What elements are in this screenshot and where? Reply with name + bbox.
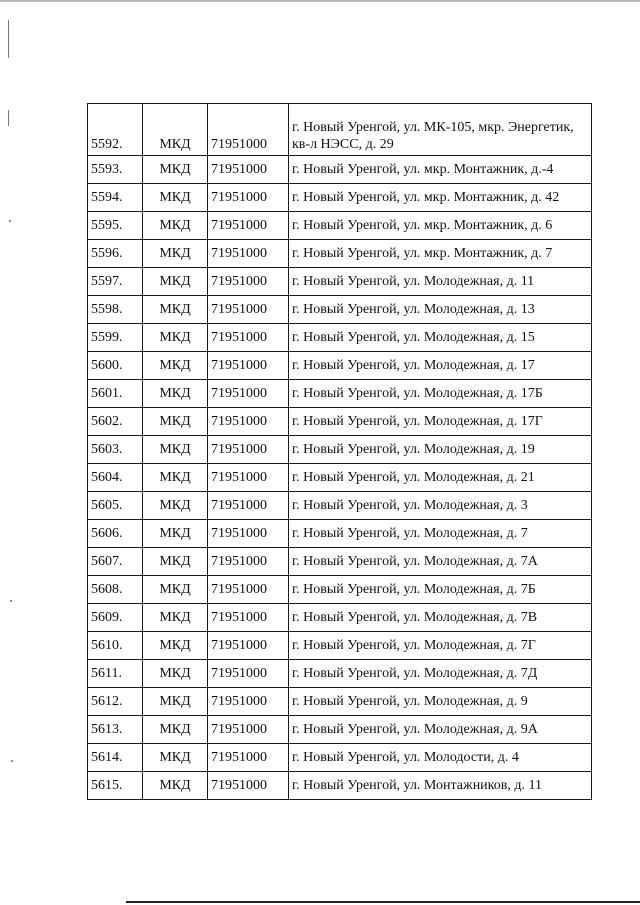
address-cell: г. Новый Уренгой, ул. мкр. Монтажник, д. 42 [289,184,592,212]
table-row [88,772,592,800]
building-type-cell: МКД [143,184,208,212]
building-type-cell: МКД [143,716,208,744]
oktmo-code-cell: 71951000 [208,688,289,716]
row-number-cell: 5597. [88,268,143,296]
building-type-cell: МКД [143,436,208,464]
row-number-cell: 5593. [88,156,143,184]
table-row [88,184,592,212]
building-type-cell: МКД [143,156,208,184]
oktmo-code-cell: 71951000 [208,212,289,240]
address-cell: г. Новый Уренгой, ул. Молодежная, д. 9А [289,716,592,744]
oktmo-code-cell: 71951000 [208,520,289,548]
table-row [88,744,592,772]
building-type-cell: МКД [143,408,208,436]
scan-speck [10,600,12,602]
building-type-cell: МКД [143,632,208,660]
address-cell: г. Новый Уренгой, ул. Молодежная, д. 19 [289,436,592,464]
address-cell: г. Новый Уренгой, ул. Молодежная, д. 15 [289,324,592,352]
building-type-cell: МКД [143,104,208,156]
address-cell: г. Новый Уренгой, ул. МК-105, мкр. Энергетик, кв-л НЭСС, д. 29 [289,104,592,156]
address-cell: г. Новый Уренгой, ул. Молодости, д. 4 [289,744,592,772]
scan-speck [11,760,13,762]
address-cell: г. Новый Уренгой, ул. Молодежная, д. 9 [289,688,592,716]
oktmo-code-cell: 71951000 [208,492,289,520]
scan-top-edge [0,0,640,2]
oktmo-code-cell: 71951000 [208,716,289,744]
address-cell: г. Новый Уренгой, ул. Молодежная, д. 7А [289,548,592,576]
row-number-cell: 5601. [88,380,143,408]
row-number-cell: 5611. [88,660,143,688]
table-row [88,352,592,380]
table-row [88,660,592,688]
table-row [88,548,592,576]
row-number-cell: 5592. [88,104,143,156]
scan-margin-mark [8,110,9,126]
address-cell: г. Новый Уренгой, ул. Молодежная, д. 17Б [289,380,592,408]
building-type-cell: МКД [143,688,208,716]
oktmo-code-cell: 71951000 [208,772,289,800]
row-number-cell: 5612. [88,688,143,716]
building-type-cell: МКД [143,296,208,324]
building-type-cell: МКД [143,240,208,268]
building-type-cell: МКД [143,660,208,688]
oktmo-code-cell: 71951000 [208,436,289,464]
address-cell: г. Новый Уренгой, ул. Монтажников, д. 11 [289,772,592,800]
oktmo-code-cell: 71951000 [208,576,289,604]
oktmo-code-cell: 71951000 [208,660,289,688]
row-number-cell: 5608. [88,576,143,604]
table-row [88,520,592,548]
table-row [88,604,592,632]
oktmo-code-cell: 71951000 [208,156,289,184]
address-cell: г. Новый Уренгой, ул. Молодежная, д. 7Б [289,576,592,604]
oktmo-code-cell: 71951000 [208,408,289,436]
address-cell: г. Новый Уренгой, ул. Молодежная, д. 17 [289,352,592,380]
oktmo-code-cell: 71951000 [208,380,289,408]
row-number-cell: 5598. [88,296,143,324]
table-row [88,156,592,184]
address-cell: г. Новый Уренгой, ул. Молодежная, д. 7Д [289,660,592,688]
address-cell: г. Новый Уренгой, ул. Молодежная, д. 17Г [289,408,592,436]
row-number-cell: 5610. [88,632,143,660]
building-type-cell: МКД [143,324,208,352]
table-row [88,240,592,268]
oktmo-code-cell: 71951000 [208,324,289,352]
address-cell: г. Новый Уренгой, ул. Молодежная, д. 7Г [289,632,592,660]
oktmo-code-cell: 71951000 [208,184,289,212]
row-number-cell: 5614. [88,744,143,772]
address-cell: г. Новый Уренгой, ул. мкр. Монтажник, д. 7 [289,240,592,268]
scan-bottom-edge [126,901,640,903]
building-type-cell: МКД [143,548,208,576]
address-cell: г. Новый Уренгой, ул. мкр. Монтажник, д.-4 [289,156,592,184]
building-type-cell: МКД [143,464,208,492]
oktmo-code-cell: 71951000 [208,296,289,324]
building-type-cell: МКД [143,576,208,604]
row-number-cell: 5594. [88,184,143,212]
oktmo-code-cell: 71951000 [208,240,289,268]
address-cell: г. Новый Уренгой, ул. Молодежная, д. 3 [289,492,592,520]
registry-table-body [88,104,592,800]
table-row [88,296,592,324]
table-row [88,380,592,408]
row-number-cell: 5605. [88,492,143,520]
building-type-cell: МКД [143,604,208,632]
oktmo-code-cell: 71951000 [208,548,289,576]
address-cell: г. Новый Уренгой, ул. мкр. Монтажник, д. 6 [289,212,592,240]
building-type-cell: МКД [143,492,208,520]
row-number-cell: 5615. [88,772,143,800]
row-number-cell: 5609. [88,604,143,632]
scan-margin-mark [8,20,9,58]
row-number-cell: 5600. [88,352,143,380]
building-type-cell: МКД [143,520,208,548]
row-number-cell: 5602. [88,408,143,436]
building-type-cell: МКД [143,268,208,296]
table-row [88,688,592,716]
address-cell: г. Новый Уренгой, ул. Молодежная, д. 21 [289,464,592,492]
row-number-cell: 5596. [88,240,143,268]
oktmo-code-cell: 71951000 [208,604,289,632]
oktmo-code-cell: 71951000 [208,352,289,380]
row-number-cell: 5595. [88,212,143,240]
table-row [88,716,592,744]
address-cell: г. Новый Уренгой, ул. Молодежная, д. 11 [289,268,592,296]
table-row [88,268,592,296]
address-cell: г. Новый Уренгой, ул. Молодежная, д. 13 [289,296,592,324]
building-type-cell: МКД [143,744,208,772]
table-row [88,408,592,436]
oktmo-code-cell: 71951000 [208,104,289,156]
scan-speck [9,220,11,222]
table-row [88,632,592,660]
building-type-cell: МКД [143,212,208,240]
oktmo-code-cell: 71951000 [208,632,289,660]
table-row [88,436,592,464]
row-number-cell: 5606. [88,520,143,548]
oktmo-code-cell: 71951000 [208,464,289,492]
address-cell: г. Новый Уренгой, ул. Молодежная, д. 7В [289,604,592,632]
table-row [88,464,592,492]
row-number-cell: 5599. [88,324,143,352]
row-number-cell: 5613. [88,716,143,744]
table-row [88,492,592,520]
building-type-cell: МКД [143,772,208,800]
row-number-cell: 5604. [88,464,143,492]
building-type-cell: МКД [143,352,208,380]
row-number-cell: 5603. [88,436,143,464]
table-row [88,576,592,604]
oktmo-code-cell: 71951000 [208,744,289,772]
table-row [88,324,592,352]
table-row [88,212,592,240]
building-type-cell: МКД [143,380,208,408]
row-number-cell: 5607. [88,548,143,576]
oktmo-code-cell: 71951000 [208,268,289,296]
table-row [88,104,592,156]
address-cell: г. Новый Уренгой, ул. Молодежная, д. 7 [289,520,592,548]
address-registry-table [87,103,592,800]
